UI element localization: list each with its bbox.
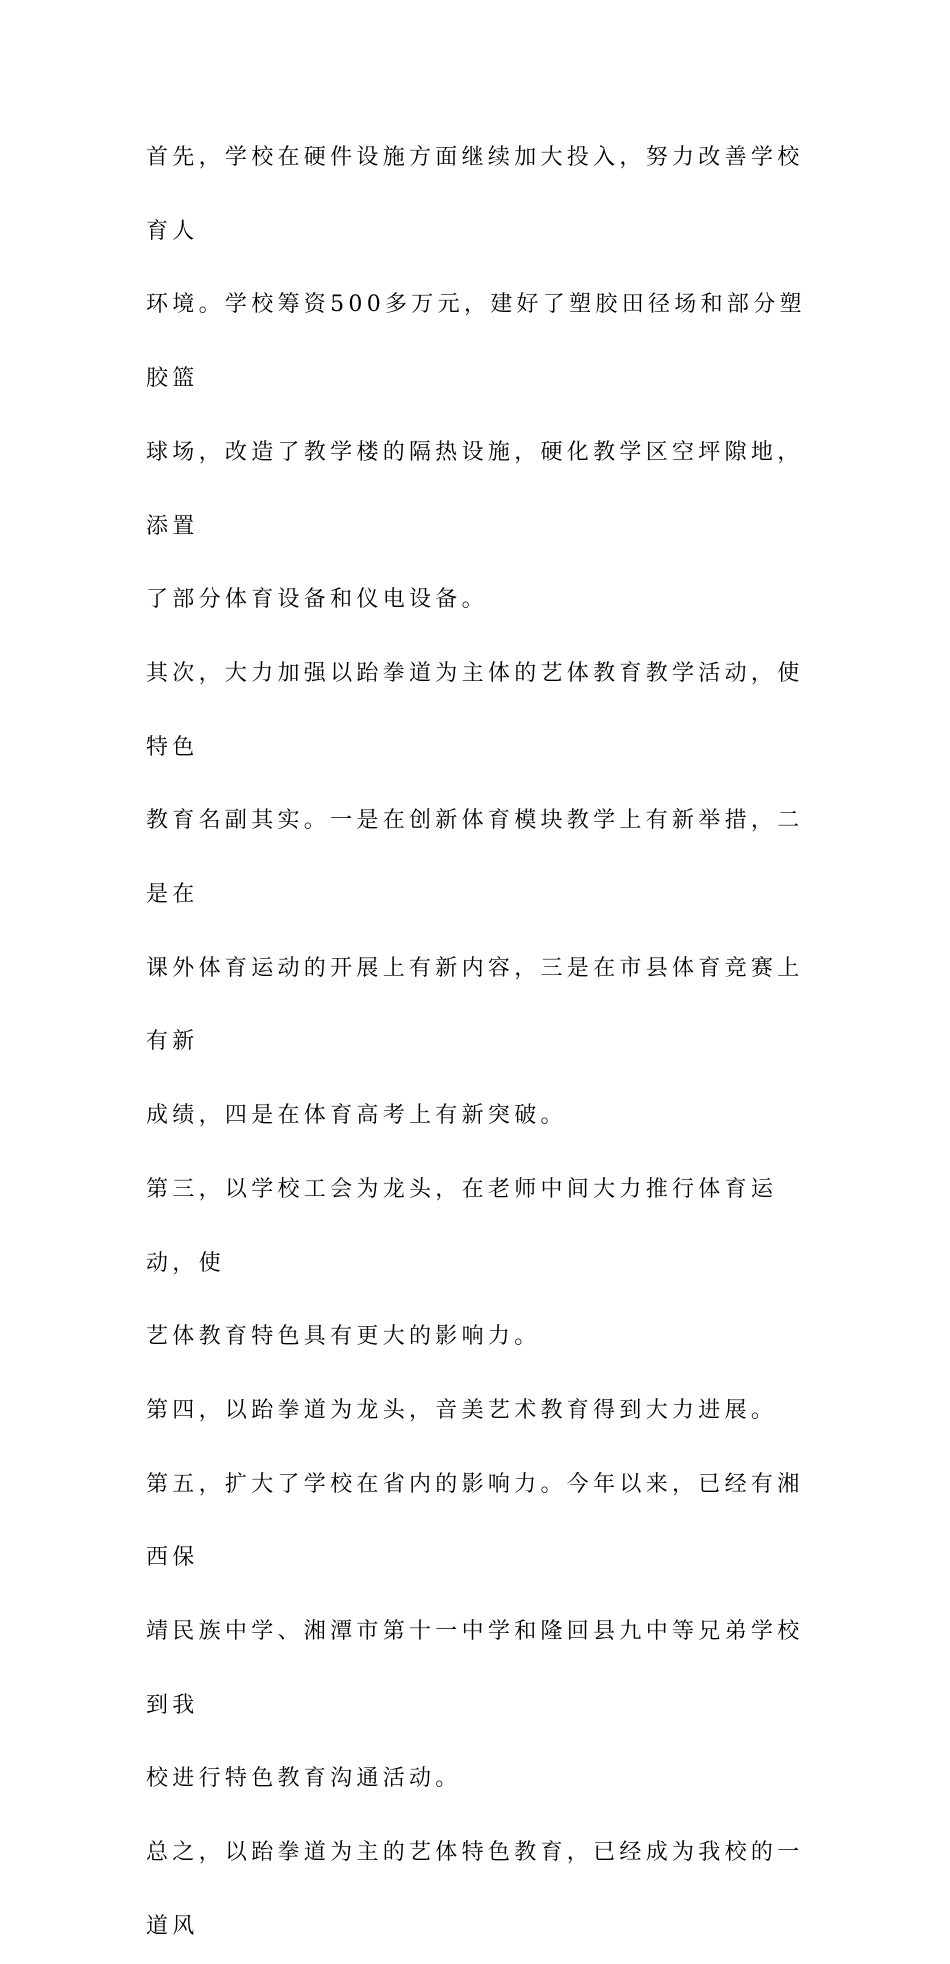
paragraph-union-sports: 第三，以学校工会为龙头，在老师中间大力推行体育运动，使 艺体教育特色具有更大的影响力。: [146, 1176, 778, 1350]
document-body: [146, 121, 806, 1964]
paragraph-taekwondo-education: 其次，大力加强以跆拳道为主体的艺体教育教学活动，使特色 教育名副其实。一是在创新体育模块教学上有新举措，二是在 课外体育运动的开展上有新内容，三是在市县体育竞赛上有新 成绩，四是在体育高考上有新突破。: [146, 660, 804, 1129]
paragraph-summary: 总之，以跆拳道为主的艺体特色教育，已经成为我校的一道风: [146, 1840, 804, 1939]
paragraph-provincial-influence: 第五，扩大了学校在省内的影响力。今年以来，已经有湘西保 靖民族中学、湘潭市第十一中学和隆回县九中等兄弟学校到我 校进行特色教育沟通活动。: [146, 1471, 804, 1792]
paragraph-arts-education: 第四，以跆拳道为龙头，音美艺术教育得到大力进展。: [146, 1397, 778, 1423]
paragraph-hardware-investment: 首先，学校在硬件设施方面继续加大投入，努力改善学校育人 环境。学校筹资500多万元，建好了塑胶田径场和部分塑胶篮 球场，改造了教学楼的隔热设施，硬化教学区空坪隙地，添置 了部分体育设备和仪电设备。: [146, 145, 806, 613]
